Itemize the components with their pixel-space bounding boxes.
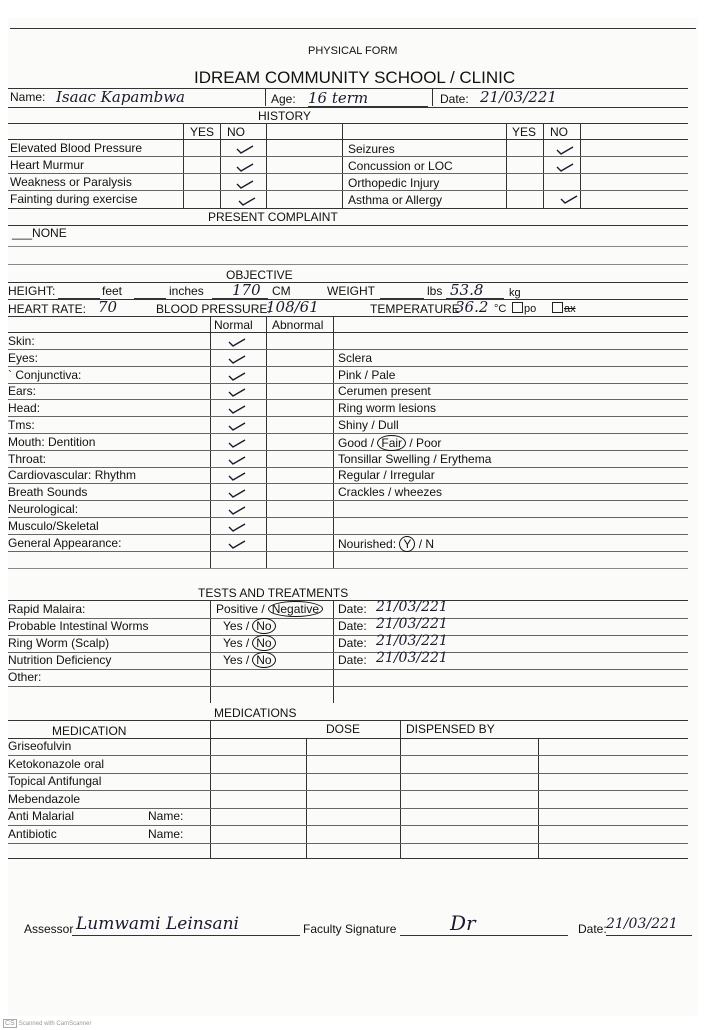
temp-method-po[interactable] <box>512 302 536 316</box>
nourished-note <box>338 537 434 551</box>
date-label: Date: <box>440 92 469 106</box>
col-normal: Normal <box>214 318 253 332</box>
scanner-text: Scanned with CamScanner <box>18 1021 92 1027</box>
mouth-poor[interactable]: / Poor <box>409 436 442 450</box>
blank-line <box>8 246 688 247</box>
complaint-title: PRESENT COMPLAINT <box>208 210 338 224</box>
history-row-line <box>8 173 688 174</box>
exam-row-note: Tonsillar Swelling / Erythema <box>338 451 492 466</box>
exam-row-note: Pink / Pale <box>338 367 396 382</box>
med-row-line <box>8 790 688 791</box>
history-col-line <box>266 123 267 208</box>
assessor-line <box>72 935 300 936</box>
history-col-line <box>506 123 507 208</box>
exam-col-line <box>333 316 334 568</box>
checkmark-icon[interactable] <box>228 472 246 481</box>
complaint-header-bottom <box>8 225 688 226</box>
checkmark-icon[interactable] <box>228 540 246 549</box>
cm-label: CM <box>272 284 291 298</box>
history-item-right: Asthma or Allergy <box>348 193 443 207</box>
test-date-label: Date: <box>338 653 367 667</box>
history-item-right: Orthopedic Injury <box>348 176 440 190</box>
exam-row-label: Eyes: <box>8 350 39 365</box>
medication-name: Antibiotic <box>8 826 57 841</box>
ax-checkbox-icon[interactable] <box>552 302 563 313</box>
med-col-line <box>306 738 307 858</box>
test-date-label: Date: <box>338 602 367 616</box>
history-header-bottom <box>8 139 688 140</box>
result-circled[interactable]: No <box>252 618 275 634</box>
history-col-line <box>543 123 544 208</box>
height-label: HEIGHT: <box>8 284 56 298</box>
test-result <box>223 636 276 650</box>
temperature-unit: °C <box>494 303 507 315</box>
medications-title: MEDICATIONS <box>214 706 297 720</box>
exam-row-label: Breath Sounds <box>8 485 88 500</box>
kg-label: kg <box>509 287 521 299</box>
weight-value[interactable]: 53.8 <box>450 281 484 299</box>
checkmark-icon[interactable] <box>228 372 246 381</box>
checkmark-icon[interactable] <box>238 197 256 206</box>
po-checkbox-icon[interactable] <box>512 302 523 313</box>
blood-pressure-value[interactable]: 108/61 <box>266 298 319 316</box>
history-item-left: Fainting during exercise <box>10 192 138 206</box>
blank-line <box>8 568 688 569</box>
test-result <box>223 619 276 633</box>
col-dispensed: DISPENSED BY <box>406 722 495 736</box>
nourished-label: Nourished: <box>338 537 397 551</box>
test-result <box>223 653 276 667</box>
checkmark-icon[interactable] <box>556 163 574 172</box>
col-dose: DOSE <box>326 722 361 736</box>
test-date-value[interactable]: 21/03/221 <box>376 650 448 666</box>
history-header-top <box>8 123 688 124</box>
result-circled[interactable]: Negative <box>268 601 323 617</box>
history-col-line <box>183 123 184 208</box>
medications-header-top <box>8 720 688 721</box>
medication-name: Topical Antifungal <box>8 774 102 788</box>
scanner-watermark <box>3 1019 91 1028</box>
assessor-signature[interactable]: Lumwami Leinsani <box>76 914 239 934</box>
height-value[interactable]: 170 <box>232 281 261 299</box>
exam-row-label: ` Conjunctiva: <box>8 367 82 382</box>
med-row-line <box>8 738 688 739</box>
footer-date-line <box>606 935 692 936</box>
test-result <box>216 602 323 616</box>
test-row-label: Probable Intestinal Worms <box>8 619 149 633</box>
exam-row-note: Cerumen present <box>338 384 431 399</box>
name-value[interactable]: Isaac Kapambwa <box>56 88 185 106</box>
feet-label: feet <box>102 284 123 298</box>
faculty-line <box>400 935 568 936</box>
exam-row-note: Ring worm lesions <box>338 401 437 416</box>
exam-row-line <box>8 500 688 501</box>
checkmark-icon[interactable] <box>228 439 246 448</box>
checkmark-icon[interactable] <box>236 180 254 189</box>
school-title: IDREAM COMMUNITY SCHOOL / CLINIC <box>194 68 516 87</box>
age-value[interactable]: 16 term <box>308 89 369 107</box>
checkmark-icon[interactable] <box>236 145 254 154</box>
exam-row-label: Throat: <box>8 451 47 466</box>
checkmark-icon[interactable] <box>228 489 246 498</box>
history-item-right: Concussion or LOC <box>348 159 453 173</box>
exam-row-label: Mouth: Dentition <box>8 434 96 449</box>
result-option[interactable]: Yes / <box>223 653 250 667</box>
medication-name: Mebendazole <box>8 791 81 806</box>
exam-row-label: Skin: <box>8 334 35 348</box>
exam-row-label: Ears: <box>8 384 37 399</box>
checkmark-icon[interactable] <box>228 338 246 347</box>
ax-label: ax <box>564 303 576 315</box>
exam-row-label: General Appearance: <box>8 535 122 550</box>
objective-title: OBJECTIVE <box>226 268 293 282</box>
age-label: Age: <box>271 92 296 106</box>
exam-header-top <box>8 316 688 317</box>
history-col-line <box>342 123 343 208</box>
col-abnormal: Abnormal <box>272 318 324 332</box>
med-row-line <box>8 755 688 756</box>
exam-row-line <box>8 517 688 518</box>
medication-name: Anti Malarial <box>8 809 75 823</box>
exam-row-note: Shiny / Dull <box>338 418 399 432</box>
complaint-top <box>8 208 688 209</box>
test-date-value[interactable]: 21/03/221 <box>376 616 448 632</box>
test-row-label: Ring Worm (Scalp) <box>8 636 110 650</box>
inches-label: inches <box>169 284 204 298</box>
history-col-line <box>580 123 581 208</box>
exam-col-line <box>210 316 211 568</box>
exam-row-note: Sclera <box>338 350 373 365</box>
exam-row-label: Neurological: <box>8 502 79 516</box>
history-item-left: Elevated Blood Pressure <box>10 141 143 155</box>
checkmark-icon[interactable] <box>228 405 246 414</box>
faculty-label: Faculty Signature <box>303 922 397 936</box>
heart-rate-label: HEART RATE: <box>8 302 87 316</box>
date-divider <box>432 88 433 106</box>
form-type-title: PHYSICAL FORM <box>308 45 398 57</box>
test-row-label: Other: <box>8 670 42 684</box>
history-title: HISTORY <box>258 109 311 123</box>
result-option[interactable]: Yes / <box>223 619 250 633</box>
med-col-line <box>538 738 539 858</box>
footer-date-value[interactable]: 21/03/221 <box>606 916 678 932</box>
result-circled[interactable]: No <box>252 635 275 651</box>
history-no-left: NO <box>227 125 245 139</box>
exam-row-label: Cardiovascular: Rhythm <box>8 468 137 483</box>
result-option[interactable]: Yes / <box>223 636 250 650</box>
complaint-value[interactable]: ___NONE <box>12 226 67 240</box>
checkmark-icon[interactable] <box>556 146 574 155</box>
exam-row-note: Regular / Irregular <box>338 468 435 483</box>
checkmark-icon[interactable] <box>228 422 246 431</box>
history-item-left: Weakness or Paralysis <box>10 175 132 189</box>
mouth-good[interactable]: Good / <box>338 436 375 450</box>
weight-label: WEIGHT <box>327 284 375 298</box>
date-value[interactable]: 21/03/221 <box>480 88 557 106</box>
exam-row-line <box>8 332 688 333</box>
scanner-logo: CS <box>5 1020 15 1027</box>
exam-row-label: Tms: <box>8 418 35 432</box>
checkmark-icon[interactable] <box>228 456 246 465</box>
footer-date-label: Date: <box>578 922 607 936</box>
lbs-label: lbs <box>427 284 443 298</box>
medication-name: Griseofulvin <box>8 739 72 753</box>
exam-col-line <box>266 316 267 568</box>
checkmark-icon[interactable] <box>228 388 246 397</box>
checkmark-icon[interactable] <box>560 195 578 204</box>
history-yes-left: YES <box>190 125 215 139</box>
col-medication: MEDICATION <box>52 724 127 738</box>
medication-name-label: Name: <box>148 826 184 841</box>
history-yes-right: YES <box>512 125 537 139</box>
result-circled[interactable]: No <box>252 652 275 668</box>
test-row-line <box>8 669 688 670</box>
objective-header-bottom <box>8 282 688 283</box>
tests-title: TESTS AND TREATMENTS <box>198 586 349 600</box>
test-date-label: Date: <box>338 619 367 633</box>
top-rule <box>10 28 696 29</box>
checkmark-icon[interactable] <box>228 506 246 515</box>
history-item-right: Seizures <box>348 142 395 156</box>
exam-row-line <box>8 433 688 434</box>
test-row-line <box>8 686 688 687</box>
temperature-label: TEMPERATURE <box>370 302 460 316</box>
faculty-signature[interactable]: Dr <box>450 911 476 935</box>
result-option[interactable]: Positive / <box>216 602 265 616</box>
mouth-note <box>338 436 441 450</box>
name-divider <box>265 88 266 106</box>
assessor-label: Assessor <box>24 922 74 936</box>
name-label: Name: <box>10 90 46 104</box>
test-date-value[interactable]: 21/03/221 <box>376 599 448 615</box>
temperature-value[interactable]: 36.2 <box>455 298 489 316</box>
history-item-left: Heart Murmur <box>10 158 85 172</box>
med-row-line <box>8 808 688 809</box>
blank-line <box>8 264 688 265</box>
history-col-line <box>220 123 221 208</box>
medication-name-label: Name: <box>148 809 184 823</box>
temp-method-ax[interactable] <box>552 302 576 316</box>
physical-form-page <box>8 18 698 1016</box>
checkmark-icon[interactable] <box>228 355 246 364</box>
med-bottom-line <box>8 858 688 859</box>
med-row-line <box>8 843 688 844</box>
checkmark-icon[interactable] <box>236 163 254 172</box>
nourished-n[interactable]: / N <box>418 537 435 551</box>
checkmark-icon[interactable] <box>228 523 246 532</box>
medication-name: Ketokonazole oral <box>8 756 105 771</box>
blood-pressure-label: BLOOD PRESSURE: <box>156 302 271 316</box>
test-row-label: Rapid Malaira: <box>8 602 86 616</box>
med-row-line <box>8 825 688 826</box>
nourished-y-circled[interactable]: Y <box>399 536 415 552</box>
med-row-line <box>8 773 688 774</box>
heart-rate-value[interactable]: 70 <box>98 298 118 316</box>
mouth-fair-circled[interactable]: Fair <box>377 435 406 451</box>
history-top <box>8 107 688 108</box>
test-date-value[interactable]: 21/03/221 <box>376 633 448 649</box>
history-row-line <box>8 190 688 191</box>
history-row-line <box>8 156 688 157</box>
exam-row-note: Crackles / wheezes <box>338 485 443 500</box>
exam-row-label: Musculo/Skeletal <box>8 518 99 533</box>
test-row-label: Nutrition Deficiency <box>8 653 112 667</box>
med-col-line <box>400 720 401 858</box>
history-no-right: NO <box>550 125 568 139</box>
test-date-label: Date: <box>338 636 367 650</box>
po-label: po <box>524 303 537 315</box>
tests-header-bottom <box>8 600 688 601</box>
med-col-line <box>210 720 211 858</box>
exam-row-label: Head: <box>8 401 41 416</box>
